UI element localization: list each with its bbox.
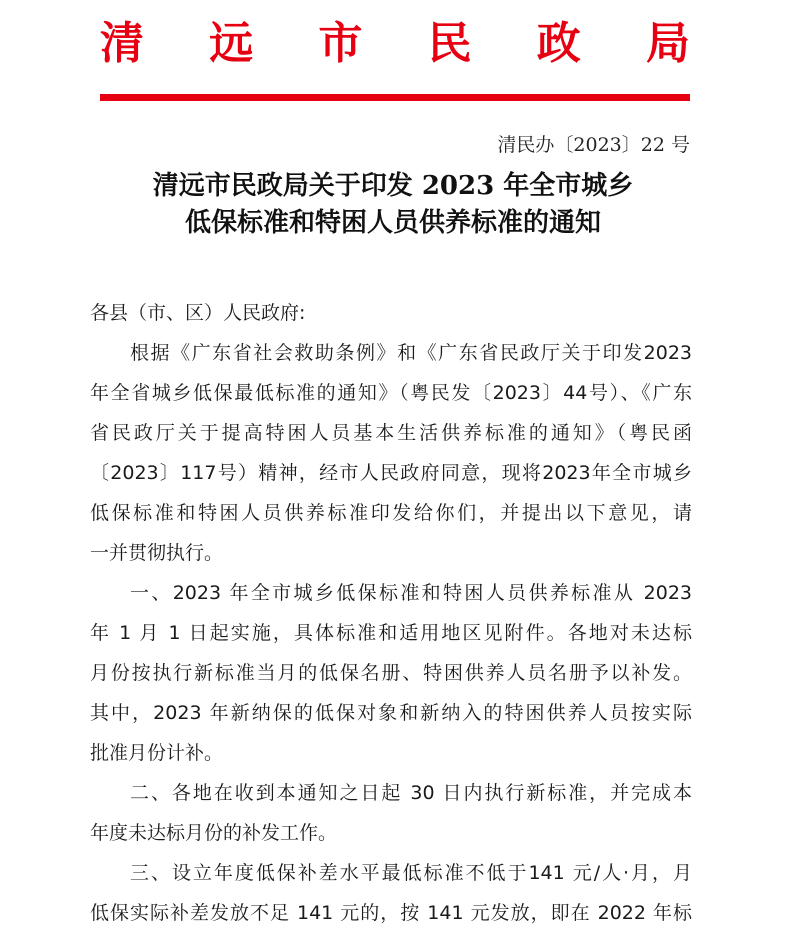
body-line: 省民政厅关于提高特困人员基本生活供养标准的通知》（粤民函 — [90, 422, 692, 444]
agency-header — [100, 14, 690, 74]
body-line: 一并贯彻执行。 — [90, 542, 224, 564]
body-line: 根据《广东省社会救助条例》和《广东省民政厅关于印发2023 — [130, 342, 692, 364]
agency-char: 市 — [318, 18, 363, 69]
title-line: 清远市民政局关于印发 2023 年全市城乡 — [152, 171, 634, 201]
document-number: 清民办〔2023〕22 号 — [497, 134, 690, 156]
body-line: 二、各地在收到本通知之日起 30 日内执行新标准，并完成本 — [130, 782, 692, 804]
body-line: 三、设立年度低保补差水平最低标准不低于141 元/人·月，月 — [130, 862, 692, 884]
body-line: 年 1 月 1 日起实施，具体标准和适用地区见附件。各地对未达标 — [90, 622, 692, 644]
body-line: 年度未达标月份的补发工作。 — [90, 822, 338, 844]
body-line: 低保实际补差发放不足 141 元的，按 141 元发放，即在 2022 年标 — [90, 902, 692, 924]
agency-char: 局 — [645, 18, 690, 69]
title-line: 低保标准和特困人员供养标准的通知 — [184, 208, 601, 238]
document-body — [90, 293, 692, 933]
body-line: 批准月份计补。 — [90, 742, 224, 764]
body-line: 〔2023〕117号）精神，经市人民政府同意，现将2023年全市城乡 — [90, 462, 692, 484]
body-line: 其中，2023 年新纳保的低保对象和新纳入的特困供养人员按实际 — [90, 702, 692, 724]
document-title — [60, 168, 726, 242]
agency-char: 清 — [100, 18, 144, 69]
body-line: 年全省城乡低保最低标准的通知》（粤民发〔2023〕44号）、《广东 — [90, 382, 692, 404]
header-red-rule — [100, 94, 690, 101]
body-line: 月份按执行新标准当月的低保名册、特困供养人员名册予以补发。 — [90, 662, 692, 684]
agency-char: 政 — [536, 18, 581, 69]
body-line: 低保标准和特困人员供养标准印发给你们，并提出以下意见，请 — [90, 502, 692, 524]
body-line: 一、2023 年全市城乡低保标准和特困人员供养标准从 2023 — [130, 582, 692, 604]
salutation: 各县（市、区）人民政府: — [90, 302, 306, 324]
agency-char: 远 — [209, 18, 254, 69]
agency-char: 民 — [427, 18, 472, 69]
